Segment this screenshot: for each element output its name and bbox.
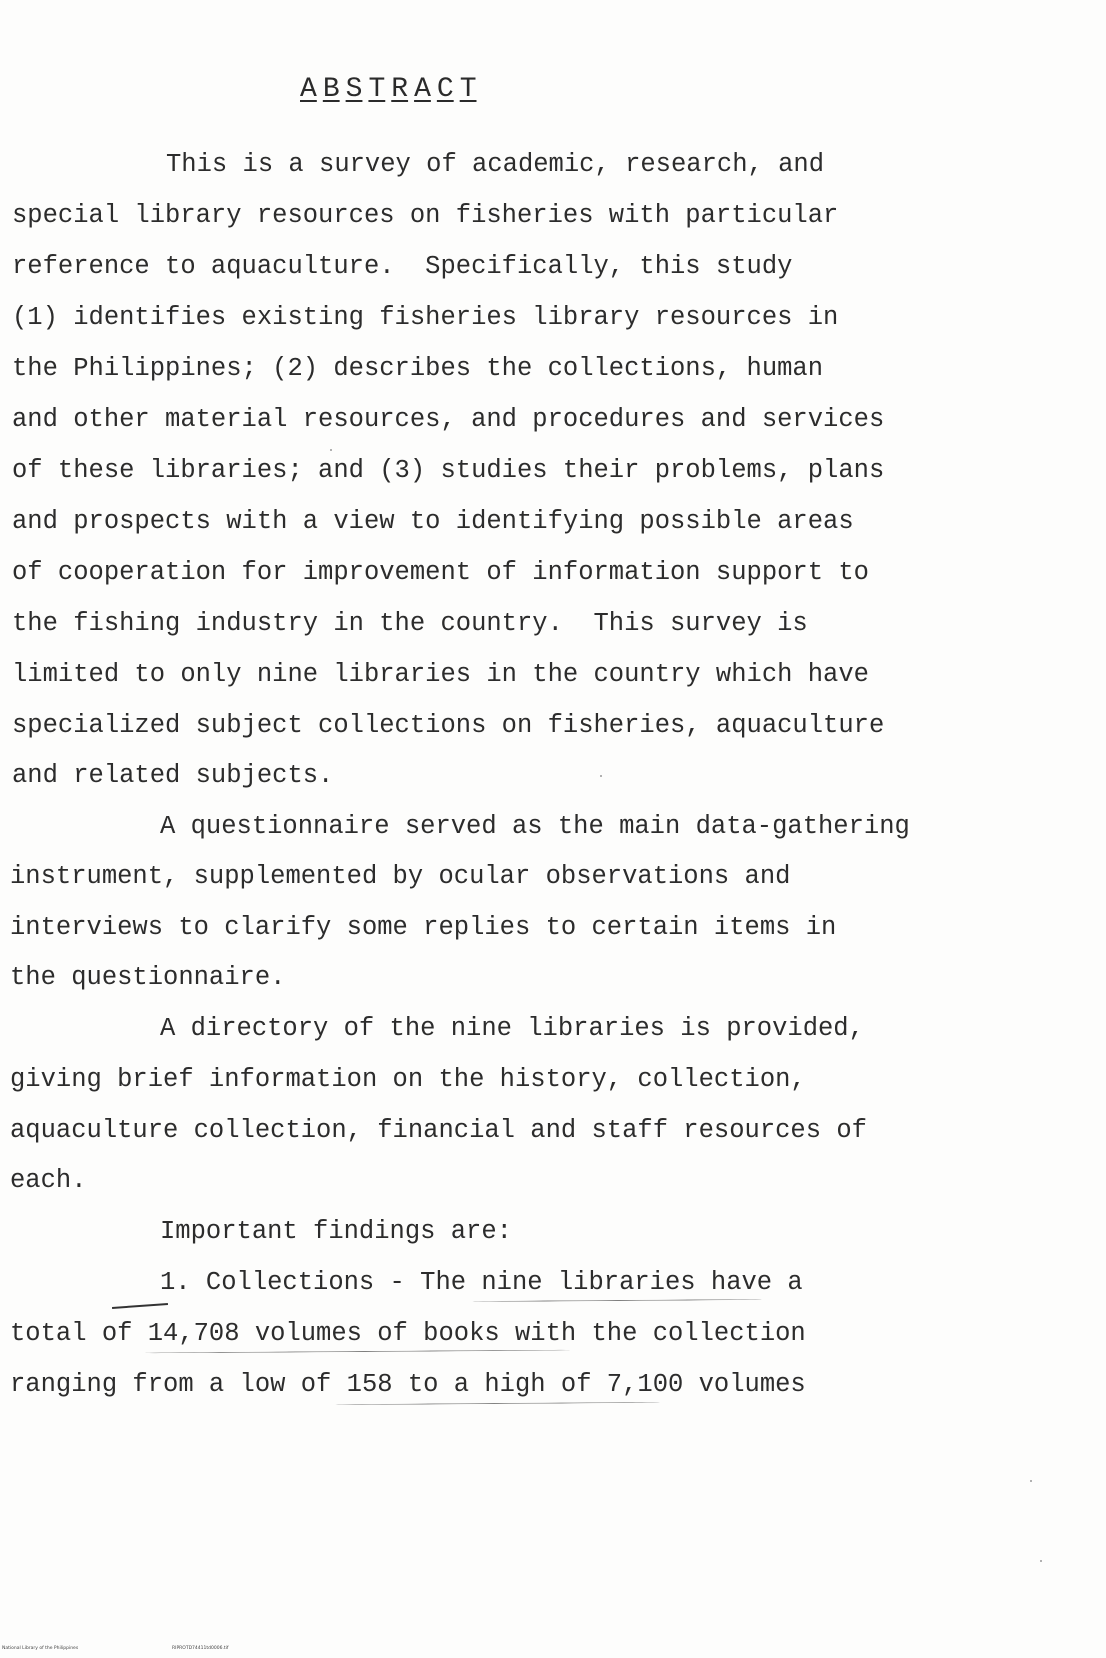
text-line: limited to only nine libraries in the country which have	[12, 660, 869, 689]
scan-speck	[600, 775, 602, 777]
text-line: the questionnaire.	[10, 963, 286, 992]
title-letter: T	[368, 74, 386, 105]
scan-speck	[330, 449, 332, 451]
text-line: A directory of the nine libraries is provided,	[160, 1014, 864, 1043]
text-line: Important findings are:	[160, 1217, 512, 1246]
text-line: instrument, supplemented by ocular observations and	[10, 862, 791, 891]
text-line: the Philippines; (2) describes the collections, human	[12, 354, 824, 383]
text-line: ranging from a low of 158 to a high of 7,100 volumes	[10, 1370, 806, 1399]
footer-source: National Library of the Philippines	[2, 1646, 79, 1651]
text-line: giving brief information on the history, collection,	[10, 1065, 806, 1094]
text-line: specialized subject collections on fisheries, aquaculture	[12, 711, 885, 740]
text-line: 1. Collections - The nine libraries have a	[160, 1268, 803, 1297]
handwritten-underline	[335, 1402, 660, 1405]
text-line: and other material resources, and procedures and services	[12, 405, 885, 434]
handwritten-dash-mark	[112, 1303, 168, 1309]
handwritten-underline	[472, 1299, 762, 1302]
text-line: and prospects with a view to identifying possible areas	[12, 507, 854, 536]
text-line: and related subjects.	[12, 761, 334, 790]
text-line: of cooperation for improvement of information support to	[12, 558, 869, 587]
text-line: (1) identifies existing fisheries library resources in	[12, 303, 839, 332]
text-line: each.	[10, 1166, 87, 1195]
text-line: aquaculture collection, financial and staff resources of	[10, 1116, 867, 1145]
text-line: total of 14,708 volumes of books with the collection	[10, 1319, 806, 1348]
text-line: the fishing industry in the country. This survey is	[12, 609, 808, 638]
text-line: special library resources on fisheries with particular	[12, 201, 839, 230]
title-letter: B	[322, 74, 340, 105]
handwritten-underline	[145, 1350, 570, 1354]
title-letter: A	[414, 74, 431, 105]
title-letter: R	[391, 74, 409, 105]
text-line: A questionnaire served as the main data-gathering	[160, 812, 910, 841]
footer-file-id: RIPROTD74411td0006.tif	[172, 1646, 229, 1651]
title-letter: T	[459, 74, 477, 105]
title-letter: S	[345, 74, 363, 105]
text-line: reference to aquaculture. Specifically, this study	[12, 252, 793, 281]
title-letter: C	[436, 74, 454, 105]
text-line: of these libraries; and (3) studies their problems, plans	[12, 456, 885, 485]
page-title	[300, 74, 483, 105]
text-line: This is a survey of academic, research, and	[166, 150, 825, 179]
text-line: interviews to clarify some replies to certain items in	[10, 913, 837, 942]
title-letter: A	[300, 74, 317, 105]
scan-speck	[1030, 1480, 1032, 1482]
scan-speck	[1040, 1560, 1042, 1562]
